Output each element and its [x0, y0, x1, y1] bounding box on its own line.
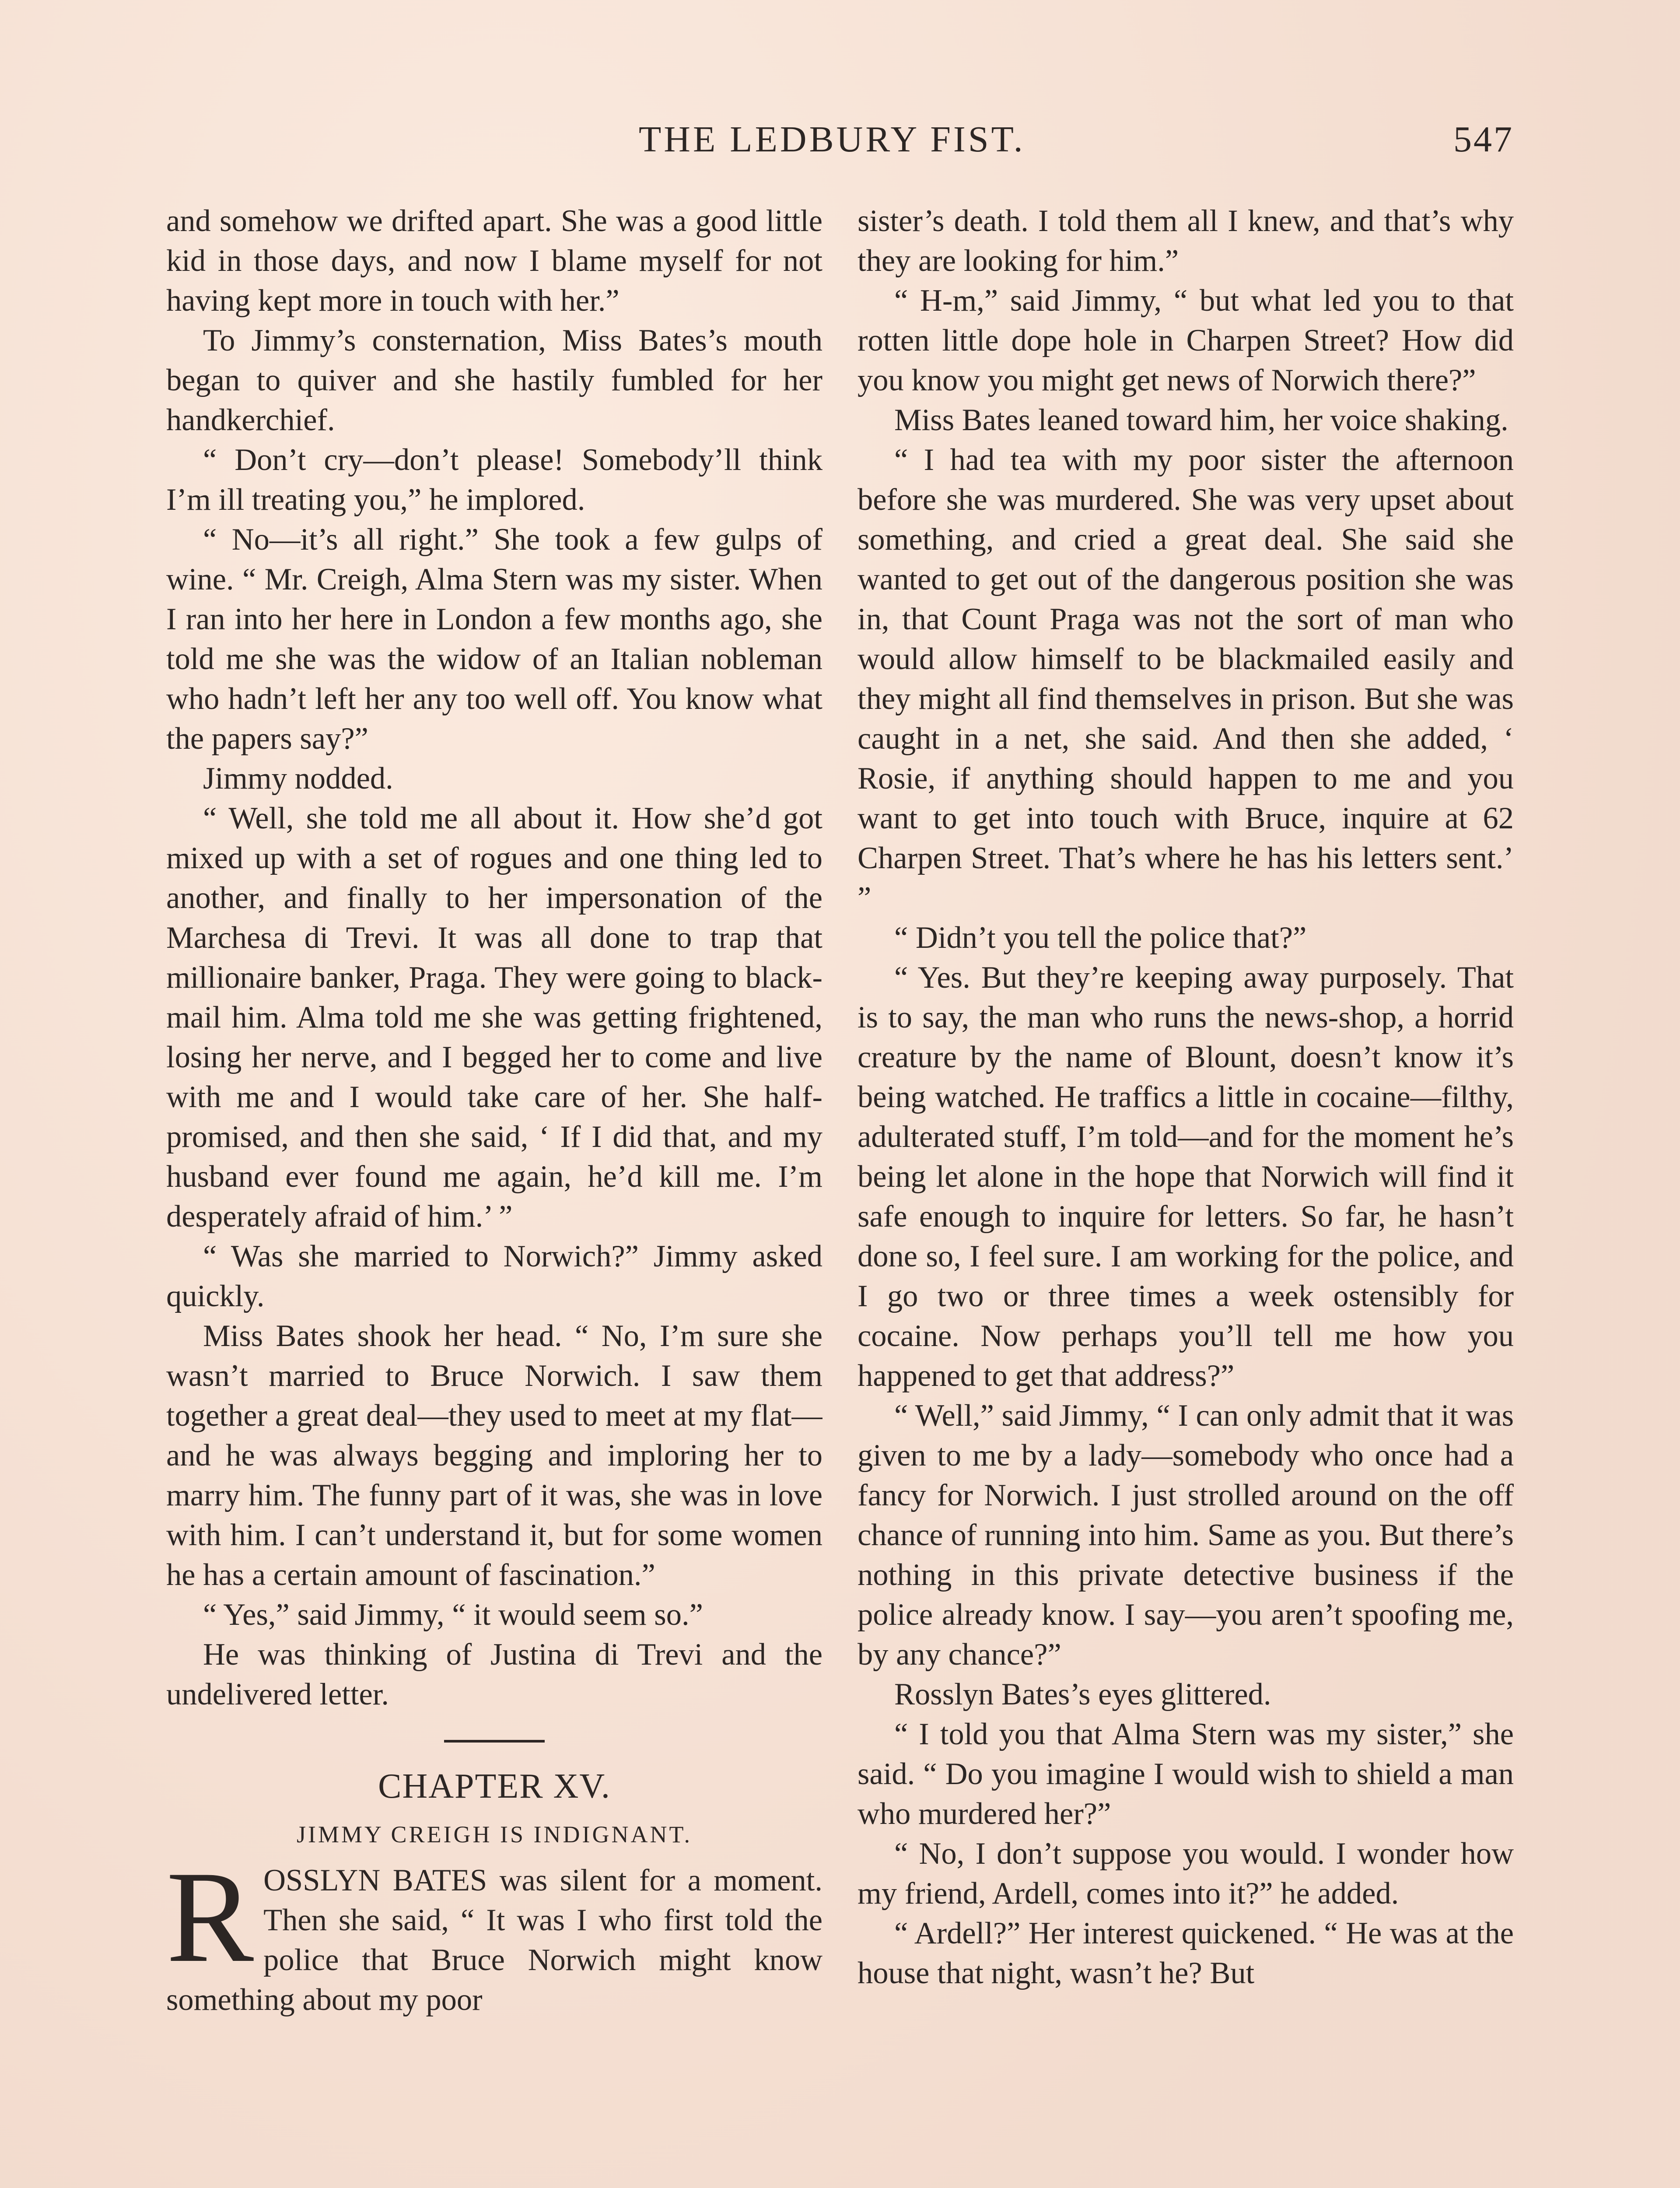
paragraph: “ Well, she told me all about it. How she’d got mixed up with a set of rogues and one thing led to another, and finally to her impersonation of the Marchesa di Trevi. It was all done to trap that millionaire banker, Praga. They were going to blackmail him. Alma told me she was getting frightened, losing her nerve, and I begged her to come and live with me and I would take care of her. She half-promised, and then she said, ‘ If I did that, and my husband ever found me again, he’d kill me. I’m desperately afraid of him.’ ” [166, 801, 822, 1234]
section-divider [444, 1740, 545, 1743]
paragraph: “ No—it’s all right.” She took a few gulps of wine. “ Mr. Creigh, Alma Stern was my sister. When I ran into her here in London a few months ago, she told me she was the widow of an Italian nobleman who hadn’t left her any too well off. You know what the papers say?” [166, 522, 822, 756]
right-column [858, 201, 1514, 2188]
paragraph: “ Yes,” said Jimmy, “ it would seem so.” [203, 1598, 703, 1632]
left-column [166, 201, 822, 2188]
paragraph: sister’s death. I told them all I knew, and that’s why they are looking for him.” [858, 204, 1514, 278]
paragraph: Rosslyn Bates’s eyes glittered. [894, 1677, 1271, 1711]
running-header [166, 118, 1514, 184]
drop-cap: R [166, 1844, 254, 1989]
paragraph: Miss Bates shook her head. “ No, I’m sure she wasn’t married to Bruce Norwich. I saw them together a great deal—they used to meet at my flat—and he was always begging and imploring her to marry him. The funny part of it was, she was in love with him. I can’t understand it, but for some women he has a certain amount of fascination.” [166, 1319, 822, 1592]
paragraph: “ I told you that Alma Stern was my sister,” she said. “ Do you imagine I would wish to shield a man who murdered her?” [858, 1717, 1514, 1831]
chapter-opening-text: OSSLYN BATES was silent for a moment. Then she said, “ It was I who first told the police that Bruce Norwich might know something about my poor [166, 1863, 822, 2017]
paragraph: “ H-m,” said Jimmy, “ but what led you to that rotten little dope hole in Charpen Street? How did you know you might get news of Norwich there?” [858, 284, 1514, 397]
page-number: 547 [1453, 119, 1514, 160]
paragraph: To Jimmy’s consternation, Miss Bates’s mouth began to quiver and she hastily fumbled for her handkerchief. [166, 323, 822, 437]
paragraph: “ Yes. But they’re keeping away purposely. That is to say, the man who runs the news-shop, a horrid creature by the name of Blount, doesn’t know it’s being watched. He traffics a little in cocaine—filthy, adulterated stuff, I’m told—and for the moment he’s being let alone in the hope that Norwich will find it safe enough to inquire for letters. So far, he hasn’t done so, I feel sure. I am working for the police, and I go two or three times a week ostensibly for cocaine. Now perhaps you’ll tell me how you happened to get that address?” [858, 961, 1514, 1393]
paragraph: and somehow we drifted apart. She was a good little kid in those days, and now I blame myself for not having kept more in touch with her.” [166, 204, 822, 318]
paragraph: “ Was she married to Norwich?” Jimmy asked quickly. [166, 1239, 822, 1313]
paragraph: “ No, I don’t suppose you would. I wonder how my friend, Ardell, comes into it?” he added. [858, 1837, 1514, 1911]
paragraph: “ Ardell?” Her interest quickened. “ He was at the house that night, wasn’t he? But [858, 1916, 1514, 1990]
paragraph: “ I had tea with my poor sister the afternoon before she was murdered. She was very upset about something, and cried a great deal. She said she wanted to get out of the dangerous position she was in, that Count Praga was not the sort of man who would allow himself to be blackmailed easily and they might all find themselves in prison. But she was caught in a net, she said. And then she added, ‘ Rosie, if anything should happen to me and you want to get into touch with Bruce, inquire at 62 Charpen Street. That’s where he has his letters sent.’ ” [858, 443, 1514, 915]
chapter-heading: CHAPTER XV. [378, 1767, 611, 1806]
chapter-opening-paragraph [166, 1844, 822, 2020]
paragraph: “ Didn’t you tell the police that?” [894, 921, 1307, 955]
chapter-subtitle: JIMMY CREIGH IS INDIGNANT. [297, 1821, 692, 1848]
paragraph: “ Don’t cry—don’t please! Somebody’ll think I’m ill treating you,” he implored. [166, 443, 822, 517]
paragraph: “ Well,” said Jimmy, “ I can only admit that it was given to me by a lady—somebody who once had a fancy for Norwich. I just strolled around on the off chance of running into him. Same as you. But there’s nothing in this private detective business if the police already know. I say—you aren’t spoofing me, by any chance?” [858, 1399, 1514, 1672]
paragraph: Miss Bates leaned toward him, her voice shaking. [894, 403, 1508, 437]
paragraph: Jimmy nodded. [203, 761, 393, 796]
paragraph: He was thinking of Justina di Trevi and the undelivered letter. [166, 1637, 822, 1711]
running-title: THE LEDBURY FIST. [639, 119, 1026, 160]
